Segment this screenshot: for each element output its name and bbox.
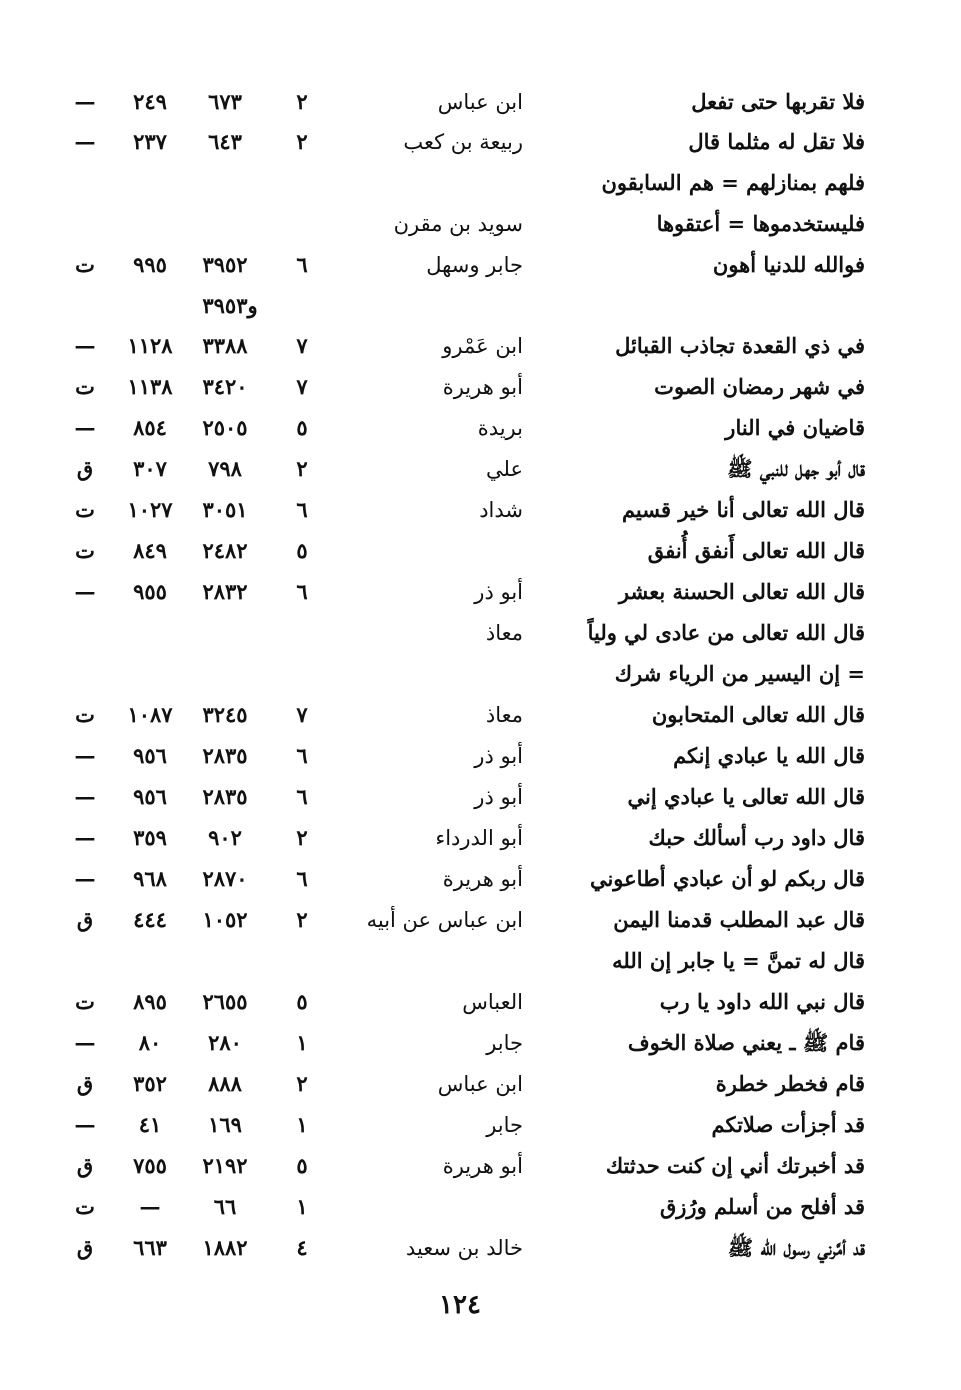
- hadith-text: فلهم بمنازلهم = هم السابقون: [601, 170, 865, 195]
- hadith-text: قد أخبرتك أني إن كنت حدثتك: [605, 1153, 865, 1178]
- hadith-number: ١٦٩: [208, 1112, 242, 1137]
- hadith-text: قال الله تعالى الحسنة بعشر: [618, 579, 865, 604]
- index-row: [0, 1023, 961, 1063]
- index-row: [0, 1228, 961, 1268]
- volume-number: ٦: [296, 743, 308, 768]
- source-mark: ت: [75, 497, 95, 522]
- narrator: ابن عباس: [437, 1072, 523, 1096]
- hadith-number: ٣٤٢٠: [202, 374, 248, 399]
- hadith-text: قام فخطر خطرة: [715, 1071, 865, 1096]
- volume-number: ٧: [296, 702, 308, 727]
- hadith-number: ٢٨٣٢: [202, 579, 248, 604]
- volume-number: ٥: [296, 1153, 308, 1178]
- narrator: ابن عباس: [437, 90, 523, 114]
- hadith-text: قال الله تعالى المتحابون: [651, 702, 865, 727]
- index-row: [0, 326, 961, 366]
- index-row: [0, 900, 961, 940]
- hadith-text: في ذي القعدة تجاذب القبائل: [615, 333, 865, 358]
- source-mark: ت: [75, 1194, 95, 1219]
- page-reference: ٨٥٤: [133, 415, 167, 440]
- volume-number: ٢: [296, 825, 308, 850]
- narrator: أبو ذر: [474, 580, 523, 604]
- volume-number: ٢: [296, 456, 308, 481]
- page-reference: ٩٩٥: [133, 252, 167, 277]
- source-mark: —: [74, 89, 96, 114]
- hadith-number: ٣٢٤٥: [202, 702, 248, 727]
- hadith-text: قال الله تعالى أَنفق أُنفق: [647, 538, 865, 563]
- volume-number: ١: [296, 1030, 308, 1055]
- page-reference: ٢٣٧: [133, 129, 167, 154]
- source-mark: —: [74, 129, 96, 154]
- narrator: أبو ذر: [474, 785, 523, 809]
- index-row: [0, 941, 961, 981]
- volume-number: ٦: [296, 579, 308, 604]
- hadith-number: ٣٠٥١: [202, 497, 248, 522]
- index-row: [0, 695, 961, 735]
- volume-number: ٦: [296, 252, 308, 277]
- hadith-text: فوالله للدنيا أهون: [712, 252, 865, 277]
- index-row: [0, 204, 961, 244]
- index-row: [0, 1187, 961, 1227]
- source-mark: ت: [75, 538, 95, 563]
- index-row: [0, 859, 961, 899]
- volume-number: ١: [296, 1194, 308, 1219]
- index-row: [0, 613, 961, 653]
- narrator: بريدة: [477, 416, 523, 440]
- index-row: [0, 572, 961, 612]
- source-mark: —: [74, 825, 96, 850]
- hadith-text: قام ﷺ ـ يعني صلاة الخوف: [627, 1030, 865, 1055]
- narrator: معاذ: [485, 703, 523, 727]
- source-mark: ت: [75, 702, 95, 727]
- volume-number: ٧: [296, 333, 308, 358]
- narrator: أبو ذر: [474, 744, 523, 768]
- index-row: [0, 245, 961, 285]
- index-row: [0, 654, 961, 694]
- source-mark: ت: [75, 374, 95, 399]
- volume-number: ٥: [296, 538, 308, 563]
- hadith-text: قال ربكم لو أن عبادي أطاعوني: [589, 866, 865, 891]
- page-reference: ٩٥٦: [133, 784, 167, 809]
- hadith-number: ٢١٩٢: [202, 1153, 248, 1178]
- index-row: [0, 367, 961, 407]
- volume-number: ٢: [296, 1071, 308, 1096]
- page-reference: ٨٠: [138, 1030, 162, 1055]
- narrator: جابر: [486, 1031, 523, 1055]
- source-mark: —: [74, 1030, 96, 1055]
- index-row: [0, 408, 961, 448]
- source-mark: —: [74, 866, 96, 891]
- page-reference: ٨٩٥: [133, 989, 167, 1014]
- hadith-text: فلا تقل له مثلما قال: [688, 129, 865, 154]
- volume-number: ٥: [296, 989, 308, 1014]
- index-row: [0, 163, 961, 203]
- volume-number: ٢: [296, 907, 308, 932]
- narrator: خالد بن سعيد: [405, 1236, 523, 1260]
- volume-number: ٤: [296, 1235, 308, 1260]
- page-reference: ١٠٨٧: [127, 702, 173, 727]
- index-row: [0, 122, 961, 162]
- hadith-text: قال داود رب أسألك حبك: [648, 825, 865, 850]
- source-mark: —: [74, 415, 96, 440]
- page-reference: ٩٥٦: [133, 743, 167, 768]
- index-row: [0, 531, 961, 571]
- hadith-number: ٢٨٧٠: [202, 866, 248, 891]
- narrator: ابن عَمْرو: [442, 334, 523, 358]
- page-reference: ٩٦٨: [133, 866, 167, 891]
- volume-number: ٦: [296, 497, 308, 522]
- index-row: [0, 818, 961, 858]
- hadith-number: ٣٣٨٨: [202, 333, 248, 358]
- hadith-text: = إن اليسير من الرياء شرك: [614, 661, 865, 686]
- page-reference: ٩٥٥: [133, 579, 167, 604]
- source-mark: —: [74, 1112, 96, 1137]
- hadith-number: ٦٦: [213, 1194, 237, 1219]
- source-mark: —: [74, 743, 96, 768]
- page-reference: ٣٠٧: [133, 456, 167, 481]
- page-reference: ٧٥٥: [133, 1153, 167, 1178]
- source-mark: ت: [75, 252, 95, 277]
- hadith-number: ٢٤٨٢: [202, 538, 248, 563]
- hadith-text: قال نبي الله داود يا رب: [659, 989, 865, 1014]
- index-row: [0, 1105, 961, 1145]
- volume-number: ٦: [296, 866, 308, 891]
- hadith-text: فليستخدموها = أعتقوها: [656, 211, 865, 236]
- continuation-number: و٣٩٥٣: [202, 293, 258, 318]
- source-mark: ق: [76, 1071, 94, 1096]
- source-mark: —: [74, 579, 96, 604]
- hadith-text: قال الله يا عبادي إنكم: [673, 743, 865, 768]
- source-mark: —: [74, 333, 96, 358]
- index-row: [0, 1064, 961, 1104]
- index-row: [0, 1146, 961, 1186]
- index-row: [0, 736, 961, 776]
- index-row: [0, 449, 961, 489]
- source-mark: ق: [76, 907, 94, 932]
- narrator: سويد بن مقرن: [393, 212, 523, 236]
- narrator: أبو هريرة: [442, 375, 523, 399]
- index-row: [0, 490, 961, 530]
- source-mark: ق: [76, 456, 94, 481]
- volume-number: ٧: [296, 374, 308, 399]
- page-reference: ٣٥٩: [133, 825, 167, 850]
- source-mark: —: [74, 784, 96, 809]
- hadith-number: ٢٥٠٥: [202, 415, 248, 440]
- page-reference: ٤١: [138, 1112, 162, 1137]
- index-row: [0, 982, 961, 1022]
- hadith-text: قال عبد المطلب قدمنا اليمن: [613, 907, 865, 932]
- index-row: [0, 82, 961, 122]
- hadith-text: قاضيان في النار: [725, 415, 865, 440]
- hadith-text: قال له تمنَّ = يا جابر إن الله: [612, 948, 865, 973]
- narrator: جابر وسهل: [426, 253, 523, 277]
- narrator: ابن عباس عن أبيه: [366, 908, 523, 932]
- hadith-text: في شهر رمضان الصوت: [654, 374, 865, 399]
- page-reference: —: [139, 1194, 161, 1219]
- hadith-text: قد أمَّرني رسول الله ﷺ: [727, 1235, 865, 1260]
- volume-number: ٥: [296, 415, 308, 440]
- narrator: جابر: [486, 1113, 523, 1137]
- hadith-number: ٣٩٥٢: [202, 252, 248, 277]
- page-reference: ٤٤٤: [133, 907, 167, 932]
- hadith-number: ٧٩٨: [208, 456, 242, 481]
- volume-number: ٢: [296, 89, 308, 114]
- hadith-number: ٨٨٨: [208, 1071, 242, 1096]
- hadith-number: ٦٧٣: [208, 89, 242, 114]
- hadith-number: ٢٦٥٥: [202, 989, 248, 1014]
- source-mark: ق: [76, 1235, 94, 1260]
- page-number: ١٢٤: [439, 1290, 481, 1320]
- narrator: العباس: [462, 990, 523, 1014]
- page-reference: ١١٣٨: [127, 374, 173, 399]
- hadith-text: قد أفلح من أسلم ورُزق: [660, 1194, 865, 1219]
- page-reference: ١١٢٨: [127, 333, 173, 358]
- source-mark: ق: [76, 1153, 94, 1178]
- page-reference: ٦٦٣: [133, 1235, 167, 1260]
- page-reference: ٣٥٢: [133, 1071, 167, 1096]
- source-mark: ت: [75, 989, 95, 1014]
- hadith-text: قال الله تعالى أنا خير قسيم: [621, 497, 865, 522]
- hadith-number: ٦٤٣: [208, 129, 242, 154]
- page-reference: ٢٤٩: [133, 89, 167, 114]
- page-reference: ٨٤٩: [133, 538, 167, 563]
- hadith-number: ١٨٨٢: [202, 1235, 248, 1260]
- hadith-number: ٢٨٣٥: [202, 743, 248, 768]
- index-row: [0, 777, 961, 817]
- narrator: شداد: [479, 498, 523, 522]
- narrator: علي: [486, 457, 523, 481]
- narrator: ربيعة بن كعب: [403, 130, 523, 154]
- hadith-text: فلا تقربها حتى تفعل: [691, 89, 865, 114]
- hadith-number: ٩٠٢: [208, 825, 242, 850]
- page-reference: ١٠٢٧: [127, 497, 173, 522]
- hadith-text: قال الله تعالى يا عبادي إني: [627, 784, 865, 809]
- narrator: أبو الدرداء: [435, 826, 523, 850]
- hadith-text: قال أبو جهل للنبي ﷺ: [727, 456, 865, 481]
- volume-number: ١: [296, 1112, 308, 1137]
- hadith-text: قد أجزأت صلاتكم: [711, 1112, 865, 1137]
- hadith-number: ٢٨٣٥: [202, 784, 248, 809]
- volume-number: ٦: [296, 784, 308, 809]
- narrator: معاذ: [485, 621, 523, 645]
- hadith-text: قال الله تعالى من عادى لي ولياً: [587, 620, 865, 645]
- hadith-number: ٢٨٠: [208, 1030, 242, 1055]
- narrator: أبو هريرة: [442, 867, 523, 891]
- volume-number: ٢: [296, 129, 308, 154]
- narrator: أبو هريرة: [442, 1154, 523, 1178]
- hadith-number: ١٠٥٢: [202, 907, 248, 932]
